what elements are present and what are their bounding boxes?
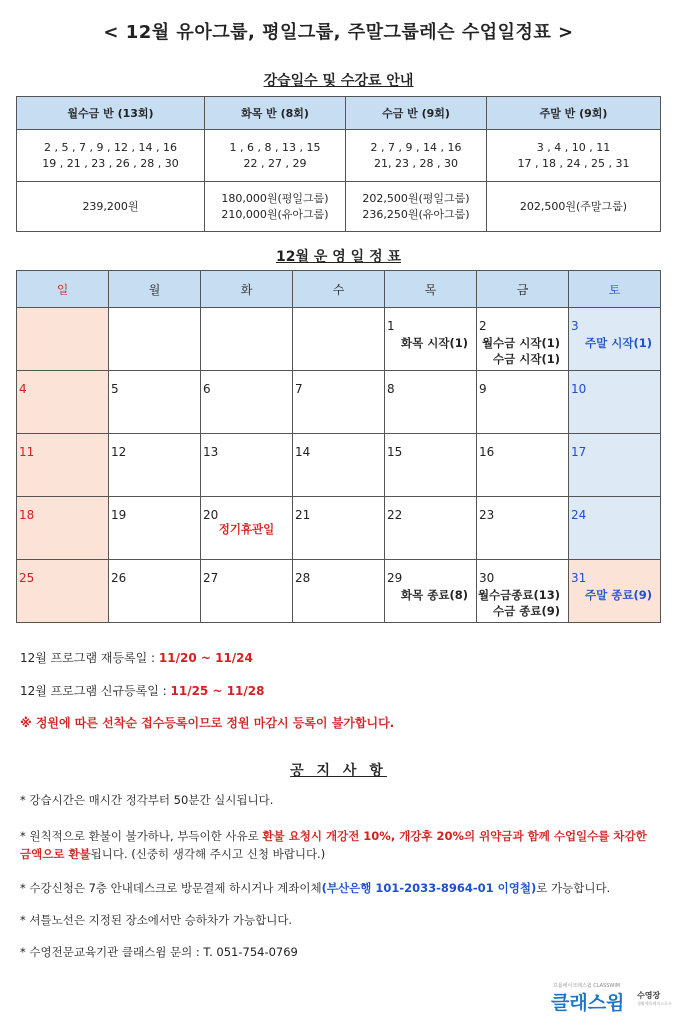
day-number: 13 — [203, 445, 219, 459]
notice-item: * 셔틀노선은 지정된 장소에서만 승하차가 가능합니다. — [20, 913, 293, 927]
day-number: 31 — [571, 571, 587, 585]
calendar-week — [17, 560, 661, 623]
fee-days-row — [17, 130, 661, 182]
calendar-day — [293, 560, 385, 623]
calendar-day — [109, 434, 201, 497]
day-number: 6 — [203, 382, 211, 396]
day-number: 14 — [295, 445, 311, 459]
calendar-day — [293, 434, 385, 497]
bank-account: (부산은행 101-2033-8964-01 이영철) — [321, 881, 537, 895]
fee-days-line: 2 , 5 , 7 , 9 , 12 , 14 , 16 — [44, 140, 177, 154]
logo-sub: 수영장 — [637, 991, 661, 1000]
fee-header: 수금 반 (9회) — [346, 97, 487, 130]
fee-days-line: 1 , 6 , 8 , 13 , 15 — [229, 140, 321, 154]
calendar-day — [385, 497, 477, 560]
weekday-header: 금 — [477, 271, 569, 308]
fee-price-line: 202,500원(주말그룹) — [519, 199, 628, 213]
calendar-title: 12월 운 영 일 정 표 — [276, 249, 401, 265]
day-number: 21 — [295, 508, 311, 522]
logo-name: 클래스윔 — [551, 992, 625, 1014]
calendar-day — [477, 434, 569, 497]
calendar-day — [17, 434, 109, 497]
calendar-week — [17, 308, 661, 371]
fee-days-cell — [346, 130, 487, 182]
day-number: 27 — [203, 571, 219, 585]
new-registration-line — [20, 682, 264, 699]
fee-days-line: 3 , 4 , 10 , 11 — [536, 140, 611, 154]
event-line: 정기휴관일 — [218, 522, 275, 536]
fee-price-cell — [205, 182, 346, 232]
day-number: 28 — [295, 571, 311, 585]
day-event — [401, 587, 468, 603]
fee-header: 월수금 반 (13회) — [17, 97, 205, 130]
calendar-week — [17, 497, 661, 560]
fee-days-line: 17 , 18 , 24 , 25 , 31 — [517, 156, 630, 170]
calendar-day — [201, 308, 293, 371]
calendar-day — [201, 434, 293, 497]
fee-days-line: 22 , 27 , 29 — [243, 156, 307, 170]
calendar-day — [17, 560, 109, 623]
day-event — [585, 587, 652, 603]
event-line: 화목 종료(8) — [401, 588, 468, 602]
logo-sub2: 생활체육레저스포츠 — [637, 1001, 672, 1006]
notice-title: 공 지 사 항 — [290, 763, 387, 779]
weekday-header: 수 — [293, 271, 385, 308]
calendar-table — [16, 270, 661, 623]
day-number: 20 — [203, 508, 219, 522]
calendar-day — [569, 560, 661, 623]
day-number: 29 — [387, 571, 403, 585]
calendar-day — [569, 434, 661, 497]
calendar-day — [569, 308, 661, 371]
day-number: 10 — [571, 382, 587, 396]
weekday-header: 화 — [201, 271, 293, 308]
calendar-day — [17, 308, 109, 371]
calendar-day — [385, 560, 477, 623]
day-event — [401, 335, 468, 351]
fee-price-line: 210,000원(유아그룹) — [221, 207, 329, 221]
notice-text: * 원칙적으로 환불이 불가하나, 부득이한 사유로 — [20, 829, 263, 843]
day-event — [478, 587, 560, 619]
event-line: 월수금 시작(1) — [481, 336, 560, 350]
registration-warning: ※ 정원에 따른 선착순 접수등록이므로 정원 마감시 등록이 불가합니다. — [20, 716, 395, 730]
calendar-day — [385, 434, 477, 497]
fee-price-line: 239,200원 — [82, 199, 139, 213]
fee-days-cell — [487, 130, 661, 182]
day-event — [482, 335, 560, 367]
page-title: < 12월 유아그룹, 평일그룹, 주말그룹레슨 수업일정표 > — [103, 22, 574, 43]
calendar-header-row — [17, 271, 661, 308]
calendar-day — [109, 308, 201, 371]
calendar-day — [17, 497, 109, 560]
re-registration-label: 12월 프로그램 재등록일 : — [20, 651, 159, 665]
calendar-day — [477, 497, 569, 560]
calendar-day — [385, 308, 477, 371]
day-number: 23 — [479, 508, 495, 522]
event-line: 주말 종료(9) — [585, 588, 652, 602]
day-number: 4 — [19, 382, 27, 396]
calendar-day — [17, 371, 109, 434]
calendar-day — [477, 560, 569, 623]
fee-section-title: 강습일수 및 수강료 안내 — [263, 73, 414, 89]
fee-price-cell — [487, 182, 661, 232]
day-number: 9 — [479, 382, 487, 396]
event-line: 월수금종료(13) — [477, 588, 560, 602]
weekday-header: 토 — [569, 271, 661, 308]
day-number: 1 — [387, 319, 395, 333]
day-number: 12 — [111, 445, 127, 459]
fee-price-row — [17, 182, 661, 232]
day-number: 3 — [571, 319, 579, 333]
calendar-day — [293, 308, 385, 371]
fee-header: 화목 반 (8회) — [205, 97, 346, 130]
event-line: 화목 시작(1) — [401, 336, 468, 350]
weekday-header: 목 — [385, 271, 477, 308]
fee-days-cell — [17, 130, 205, 182]
day-number: 25 — [19, 571, 35, 585]
event-line: 수금 시작(1) — [493, 352, 560, 366]
logo-top-text: 프롬에이크래스윔 CLASSWIM — [553, 983, 621, 989]
calendar-week — [17, 371, 661, 434]
day-number: 30 — [479, 571, 495, 585]
day-number: 16 — [479, 445, 495, 459]
notice-item — [20, 827, 660, 863]
fee-price-line: 236,250원(유아그룹) — [362, 207, 470, 221]
calendar-day — [201, 560, 293, 623]
calendar-day — [293, 497, 385, 560]
calendar-day — [385, 371, 477, 434]
new-registration-label: 12월 프로그램 신규등록일 : — [20, 684, 171, 698]
day-number: 2 — [479, 319, 487, 333]
event-line: 주말 시작(1) — [585, 336, 652, 350]
calendar-day — [569, 497, 661, 560]
day-number: 8 — [387, 382, 395, 396]
fee-header: 주말 반 (9회) — [487, 97, 661, 130]
event-line: 수금 종료(9) — [493, 604, 560, 618]
calendar-day — [109, 497, 201, 560]
calendar-day — [477, 371, 569, 434]
notice-item: * 강습시간은 매시간 정각부터 50분간 실시됩니다. — [20, 793, 274, 807]
day-number: 7 — [295, 382, 303, 396]
fee-price-cell — [346, 182, 487, 232]
calendar-day — [477, 308, 569, 371]
calendar-week — [17, 434, 661, 497]
day-number: 24 — [571, 508, 587, 522]
notice-highlight: 환불 요청시 개강전 10%, 개강후 20%의 위약금과 함께 수업일수를 차감한 금액으로 환불 — [20, 829, 647, 861]
day-number: 19 — [111, 508, 127, 522]
notice-item — [20, 879, 660, 897]
calendar-day — [569, 371, 661, 434]
day-number: 15 — [387, 445, 403, 459]
fee-header-row — [17, 97, 661, 130]
fee-days-line: 19 , 21 , 23 , 26 , 28 , 30 — [42, 156, 179, 170]
calendar-day — [109, 560, 201, 623]
calendar-day — [109, 371, 201, 434]
weekday-header: 일 — [17, 271, 109, 308]
calendar-day — [201, 497, 293, 560]
day-number: 22 — [387, 508, 403, 522]
notice-text: 로 가능합니다. — [536, 881, 611, 895]
fee-price-line: 202,500원(평일그룹) — [362, 191, 470, 205]
calendar-body — [17, 308, 661, 623]
new-registration-dates: 11/25 ~ 11/28 — [170, 684, 265, 698]
notice-text: 됩니다. (신중히 생각해 주시고 신청 바랍니다.) — [90, 847, 326, 861]
calendar-day — [201, 371, 293, 434]
notice-item: * 수영전문교육기관 클래스윔 문의 : T. 051-754-0769 — [20, 945, 298, 959]
calendar-day — [293, 371, 385, 434]
fee-days-line: 2 , 7 , 9 , 14 , 16 — [370, 140, 462, 154]
classwim-logo — [551, 982, 672, 1016]
day-number: 26 — [111, 571, 127, 585]
day-number: 18 — [19, 508, 35, 522]
day-number: 17 — [571, 445, 587, 459]
day-event — [585, 335, 652, 351]
fee-price-line: 180,000원(평일그룹) — [221, 191, 329, 205]
fee-days-line: 21, 23 , 28 , 30 — [374, 156, 458, 170]
fee-table — [16, 96, 661, 232]
day-number: 5 — [111, 382, 119, 396]
fee-price-cell — [17, 182, 205, 232]
re-registration-line — [20, 649, 253, 666]
weekday-header: 월 — [109, 271, 201, 308]
day-number: 11 — [19, 445, 35, 459]
day-event — [201, 521, 292, 537]
re-registration-dates: 11/20 ~ 11/24 — [158, 651, 253, 665]
fee-days-cell — [205, 130, 346, 182]
notice-text: * 수강신청은 7층 안내데스크로 방문결제 하시거나 계좌이체 — [20, 881, 322, 895]
